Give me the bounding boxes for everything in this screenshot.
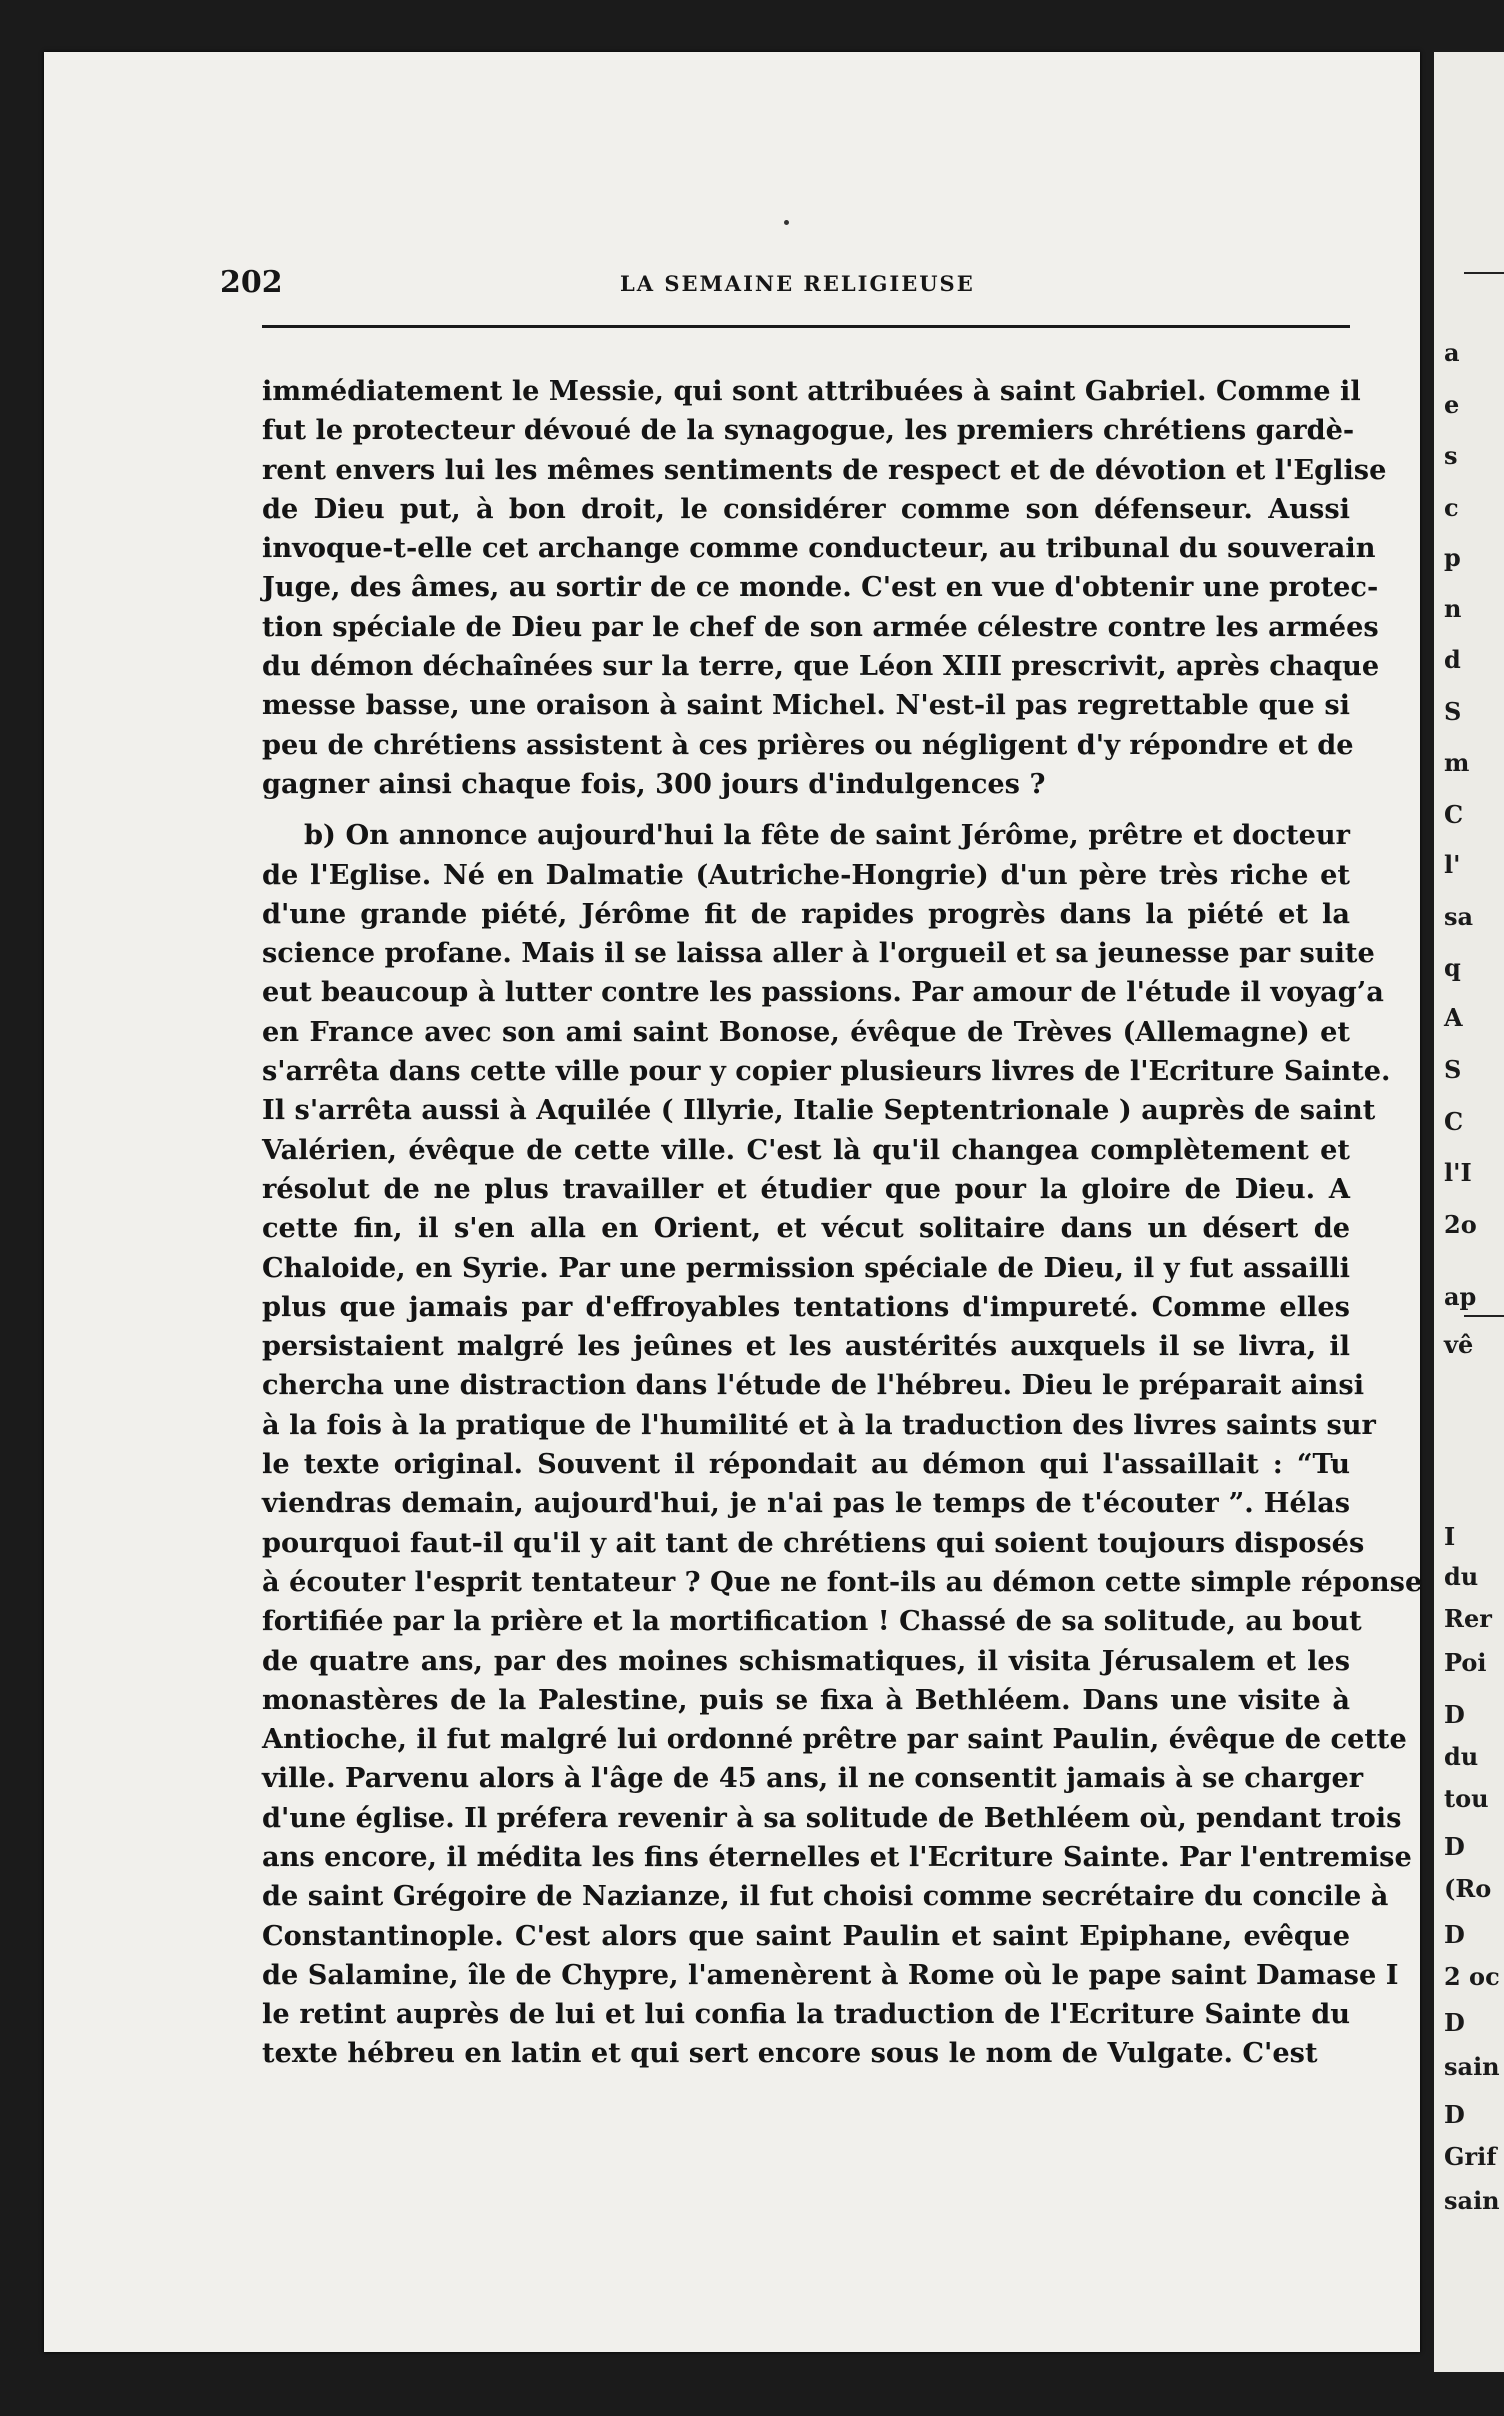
text-line: fortifiée par la prière et la mortification ! Chassé de sa solitude, au bout (262, 1605, 1362, 1638)
text-line: texte hébreu en latin et qui sert encore sous le nom de Vulgate. C'est (262, 2037, 1318, 2070)
facing-page-fragment: I (1444, 1522, 1456, 1551)
facing-page-fragment: du (1444, 1562, 1479, 1591)
text-line: le retint auprès de lui et lui confia la traduction de l'Ecriture Sainte du (262, 1998, 1350, 2031)
text-line: messe basse, une oraison à saint Michel. N'est-il pas regrettable que si (262, 689, 1350, 722)
text-line: de quatre ans, par des moines schismatiques, il visita Jérusalem et les (262, 1644, 1350, 1677)
facing-page-fragment: D (1444, 1832, 1465, 1861)
facing-page-fragment: Poi (1444, 1648, 1487, 1677)
text-line: b) On annonce aujourd'hui la fête de saint Jérôme, prêtre et docteur (304, 819, 1350, 852)
text-line: d'une grande piété, Jérôme fit de rapides progrès dans la piété et la (262, 897, 1350, 930)
facing-page-fragment: 2 oc (1444, 1962, 1500, 1991)
text-line: fut le protecteur dévoué de la synagogue, les premiers chrétiens gardè- (262, 414, 1355, 447)
facing-page-fragment: vê (1444, 1330, 1474, 1359)
text-line: Constantinople. C'est alors que saint Paulin et saint Epiphane, evêque (262, 1919, 1350, 1952)
facing-page-fragment: n (1444, 594, 1462, 623)
facing-page-fragment: C (1444, 1107, 1464, 1136)
text-line: rent envers lui les mêmes sentiments de respect et de dévotion et l'Eglise (262, 453, 1387, 486)
text-line: du démon déchaînées sur la terre, que Léon XIII prescrivit, après chaque (262, 650, 1380, 683)
text-line: ans encore, il médita les fins éternelles et l'Ecriture Sainte. Par l'entremise (262, 1840, 1412, 1873)
text-line: à la fois à la pratique de l'humilité et à la traduction des livres saints sur (262, 1408, 1376, 1441)
text-line: viendras demain, aujourd'hui, je n'ai pas le temps de t'écouter ”. Hélas (262, 1487, 1350, 1520)
facing-page-fragment: A (1444, 1003, 1463, 1032)
facing-page-fragment: l' (1444, 850, 1461, 879)
header-rule (262, 325, 1350, 328)
text-line: persistaient malgré les jeûnes et les austérités auxquels il se livra, il (262, 1330, 1350, 1363)
facing-page-rule (1464, 272, 1504, 274)
text-line: de saint Grégoire de Nazianze, il fut choisi comme secrétaire du concile à (262, 1880, 1389, 1913)
text-line: chercha une distraction dans l'étude de l'hébreu. Dieu le préparait ainsi (262, 1369, 1365, 1402)
paragraph-2 (262, 816, 1423, 2074)
facing-page-fragment: m (1444, 748, 1470, 777)
facing-page-fragment: tou (1444, 1784, 1489, 1813)
paragraph-gap (262, 804, 1350, 816)
page-number: 202 (220, 265, 283, 300)
facing-page-fragment: q (1444, 953, 1461, 982)
text-line: résolut de ne plus travailler et étudier que pour la gloire de Dieu. A (262, 1172, 1350, 1205)
text-line: s'arrêta dans cette ville pour y copier plusieurs livres de l'Ecriture Sainte. (262, 1055, 1391, 1088)
facing-page-fragment: c (1444, 493, 1459, 522)
facing-page-fragment: a (1444, 338, 1460, 367)
text-line: invoque-t-elle cet archange comme conducteur, au tribunal du souverain (262, 532, 1376, 565)
facing-page-fragment: D (1444, 2008, 1465, 2037)
facing-page-fragment: 2o (1444, 1210, 1477, 1239)
text-line: de l'Eglise. Né en Dalmatie (Autriche-Hongrie) d'un père très riche et (262, 858, 1350, 891)
facing-page-fragment: (Ro (1444, 1874, 1492, 1903)
facing-page-fragment: sain (1444, 2186, 1500, 2215)
running-head: LA SEMAINE RELIGIEUSE (620, 271, 975, 296)
facing-page-fragment: Grif (1444, 2142, 1497, 2171)
text-line: science profane. Mais il se laissa aller à l'orgueil et sa jeunesse par suite (262, 937, 1375, 970)
text-line: cette fin, il s'en alla en Orient, et vécut solitaire dans un désert de (262, 1212, 1350, 1245)
facing-page-fragment: S (1444, 1055, 1462, 1084)
text-line: Chaloide, en Syrie. Par une permission spéciale de Dieu, il y fut assailli (262, 1251, 1350, 1284)
text-line: de Salamine, île de Chypre, l'amenèrent à Rome où le pape saint Damase I (262, 1958, 1399, 1991)
text-line: plus que jamais par d'effroyables tentations d'impureté. Comme elles (262, 1290, 1350, 1323)
paragraph-1 (262, 372, 1387, 804)
facing-page-fragment: p (1444, 543, 1461, 572)
body-text (262, 372, 1423, 2074)
text-line: en France avec son ami saint Bonose, évêque de Trèves (Allemagne) et (262, 1015, 1350, 1048)
text-line: gagner ainsi chaque fois, 300 jours d'indulgences ? (262, 767, 1046, 800)
facing-page-fragment: C (1444, 800, 1464, 829)
facing-page-fragment: e (1444, 390, 1460, 419)
text-line: Juge, des âmes, au sortir de ce monde. C'est en vue d'obtenir une protec- (262, 571, 1379, 604)
text-line: Antioche, il fut malgré lui ordonné prêtre par saint Paulin, évêque de cette (262, 1723, 1407, 1756)
ink-speck (784, 220, 789, 225)
facing-page-fragment: Rer (1444, 1604, 1492, 1633)
text-line: peu de chrétiens assistent à ces prières ou négligent d'y répondre et de (262, 728, 1354, 761)
text-line: tion spéciale de Dieu par le chef de son armée célestre contre les armées (262, 610, 1379, 643)
text-line: ville. Parvenu alors à l'âge de 45 ans, il ne consentit jamais à se charger (262, 1762, 1364, 1795)
text-line: Valérien, évêque de cette ville. C'est là qu'il changea complètement et (262, 1133, 1350, 1166)
facing-page-fragment: D (1444, 1700, 1465, 1729)
facing-page-fragment: l'I (1444, 1158, 1472, 1187)
text-line: monastères de la Palestine, puis se fixa à Bethléem. Dans une visite à (262, 1683, 1350, 1716)
text-line: eut beaucoup à lutter contre les passions. Par amour de l'étude il voyag’a (262, 976, 1384, 1009)
text-line: Il s'arrêta aussi à Aquilée ( Illyrie, Italie Septentrionale ) auprès de saint (262, 1094, 1376, 1127)
text-line: pourquoi faut-il qu'il y ait tant de chrétiens qui soient toujours disposés (262, 1526, 1365, 1559)
text-line: d'une église. Il préfera revenir à sa solitude de Bethléem où, pendant trois (262, 1801, 1402, 1834)
facing-page-fragment: sain (1444, 2052, 1500, 2081)
text-line: le texte original. Souvent il répondait au démon qui l'assaillait : “Tu (262, 1448, 1350, 1481)
text-line: immédiatement le Messie, qui sont attribuées à saint Gabriel. Comme il (262, 375, 1361, 407)
facing-page-fragment: du (1444, 1742, 1479, 1771)
facing-page-fragment: D (1444, 2100, 1465, 2129)
facing-page-fragment: d (1444, 645, 1461, 674)
facing-page-edge (1434, 52, 1504, 2372)
facing-page-fragment: ap (1444, 1282, 1477, 1311)
facing-page-fragment: S (1444, 697, 1462, 726)
facing-page-fragment: s (1444, 441, 1458, 470)
text-line: de Dieu put, à bon droit, le considérer comme son défenseur. Aussi (262, 492, 1350, 525)
text-line: à écouter l'esprit tentateur ? Que ne font-ils au démon cette simple réponse (262, 1565, 1423, 1598)
facing-page-fragment: sa (1444, 902, 1474, 931)
facing-page-fragment: D (1444, 1920, 1465, 1949)
facing-page-rule (1464, 1315, 1504, 1317)
